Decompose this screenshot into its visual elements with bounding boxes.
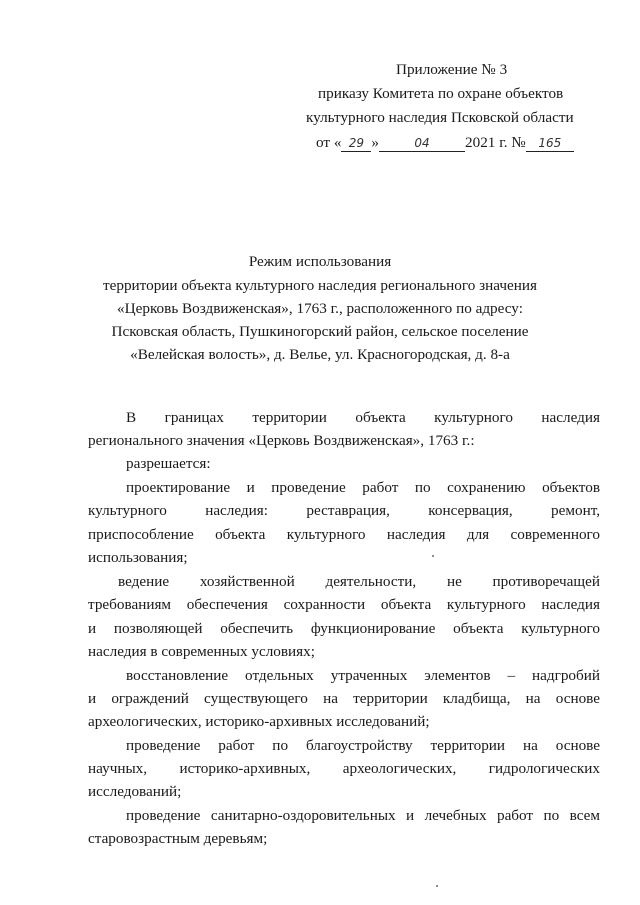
order-number-field — [526, 135, 574, 152]
p3-line-2: культурного наследия: реставрация, консервация, ремонт, — [88, 502, 600, 519]
date-year-number-label: 2021 г. № — [465, 134, 526, 151]
title-line-3: «Церковь Воздвиженская», 1763 г., расположенного по адресу: — [117, 300, 523, 317]
appendix-date-line — [316, 133, 574, 153]
order-number-handwritten: 165 — [538, 136, 562, 150]
title-line-1: Режим использования — [248, 253, 392, 270]
p1-line-1: В границах территории объекта культурного наследия — [126, 409, 600, 426]
date-quote-close: » — [371, 134, 380, 151]
title-line-2: территории объекта культурного наследия регионального значения — [102, 277, 538, 294]
p7-line-2: старовозрастным деревьям; — [88, 830, 268, 847]
p5-line-2: и ограждений существующего на территории кладбища, на основе — [88, 690, 600, 707]
title-line-5: «Велейская волость», д. Велье, ул. Красногородская, д. 8-а — [130, 346, 510, 363]
date-month-field — [379, 135, 465, 152]
allowed-heading: разрешается: — [126, 455, 211, 472]
p7-line-1: проведение санитарно-оздоровительных и лечебных работ по всем — [126, 807, 600, 824]
p3-line-3: приспособление объекта культурного наследия для современного — [88, 526, 600, 543]
date-prefix: от « — [316, 134, 342, 151]
p5-line-1: восстановление отдельных утраченных элементов – надгробий — [126, 667, 600, 684]
appendix-number: Приложение № 3 — [396, 61, 508, 78]
date-month-handwritten: 04 — [414, 136, 430, 150]
p4-line-3: и позволяющей обеспечить функционирование объекта культурного — [88, 620, 600, 637]
p3-line-1: проектирование и проведение работ по сохранению объектов — [126, 479, 600, 496]
p3-line-4: использования; — [88, 549, 188, 566]
scan-speck — [436, 885, 438, 887]
appendix-order-line: приказу Комитета по охране объектов — [318, 85, 564, 102]
p6-line-3: исследований; — [88, 783, 182, 800]
p1-line-2: регионального значения «Церковь Воздвиженская», 1763 г.: — [88, 432, 475, 449]
p5-line-3: археологических, историко-архивных исследований; — [88, 713, 430, 730]
p4-line-2: требованиям обеспечения сохранности объекта культурного наследия — [88, 596, 600, 613]
scan-speck — [432, 555, 434, 557]
date-day-handwritten: 29 — [348, 136, 365, 150]
p6-line-1: проведение работ по благоустройству территории на основе — [126, 737, 600, 754]
p6-line-2: научных, историко-архивных, археологических, гидрологических — [88, 760, 600, 777]
title-line-4: Псковская область, Пушкиногорский район, сельское поселение — [111, 323, 529, 340]
appendix-committee-line: культурного наследия Псковской области — [306, 109, 574, 126]
date-day-field — [341, 135, 371, 152]
p4-line-4: наследия в современных условиях; — [88, 643, 315, 660]
p4-line-1: ведение хозяйственной деятельности, не противоречащей — [118, 573, 600, 590]
